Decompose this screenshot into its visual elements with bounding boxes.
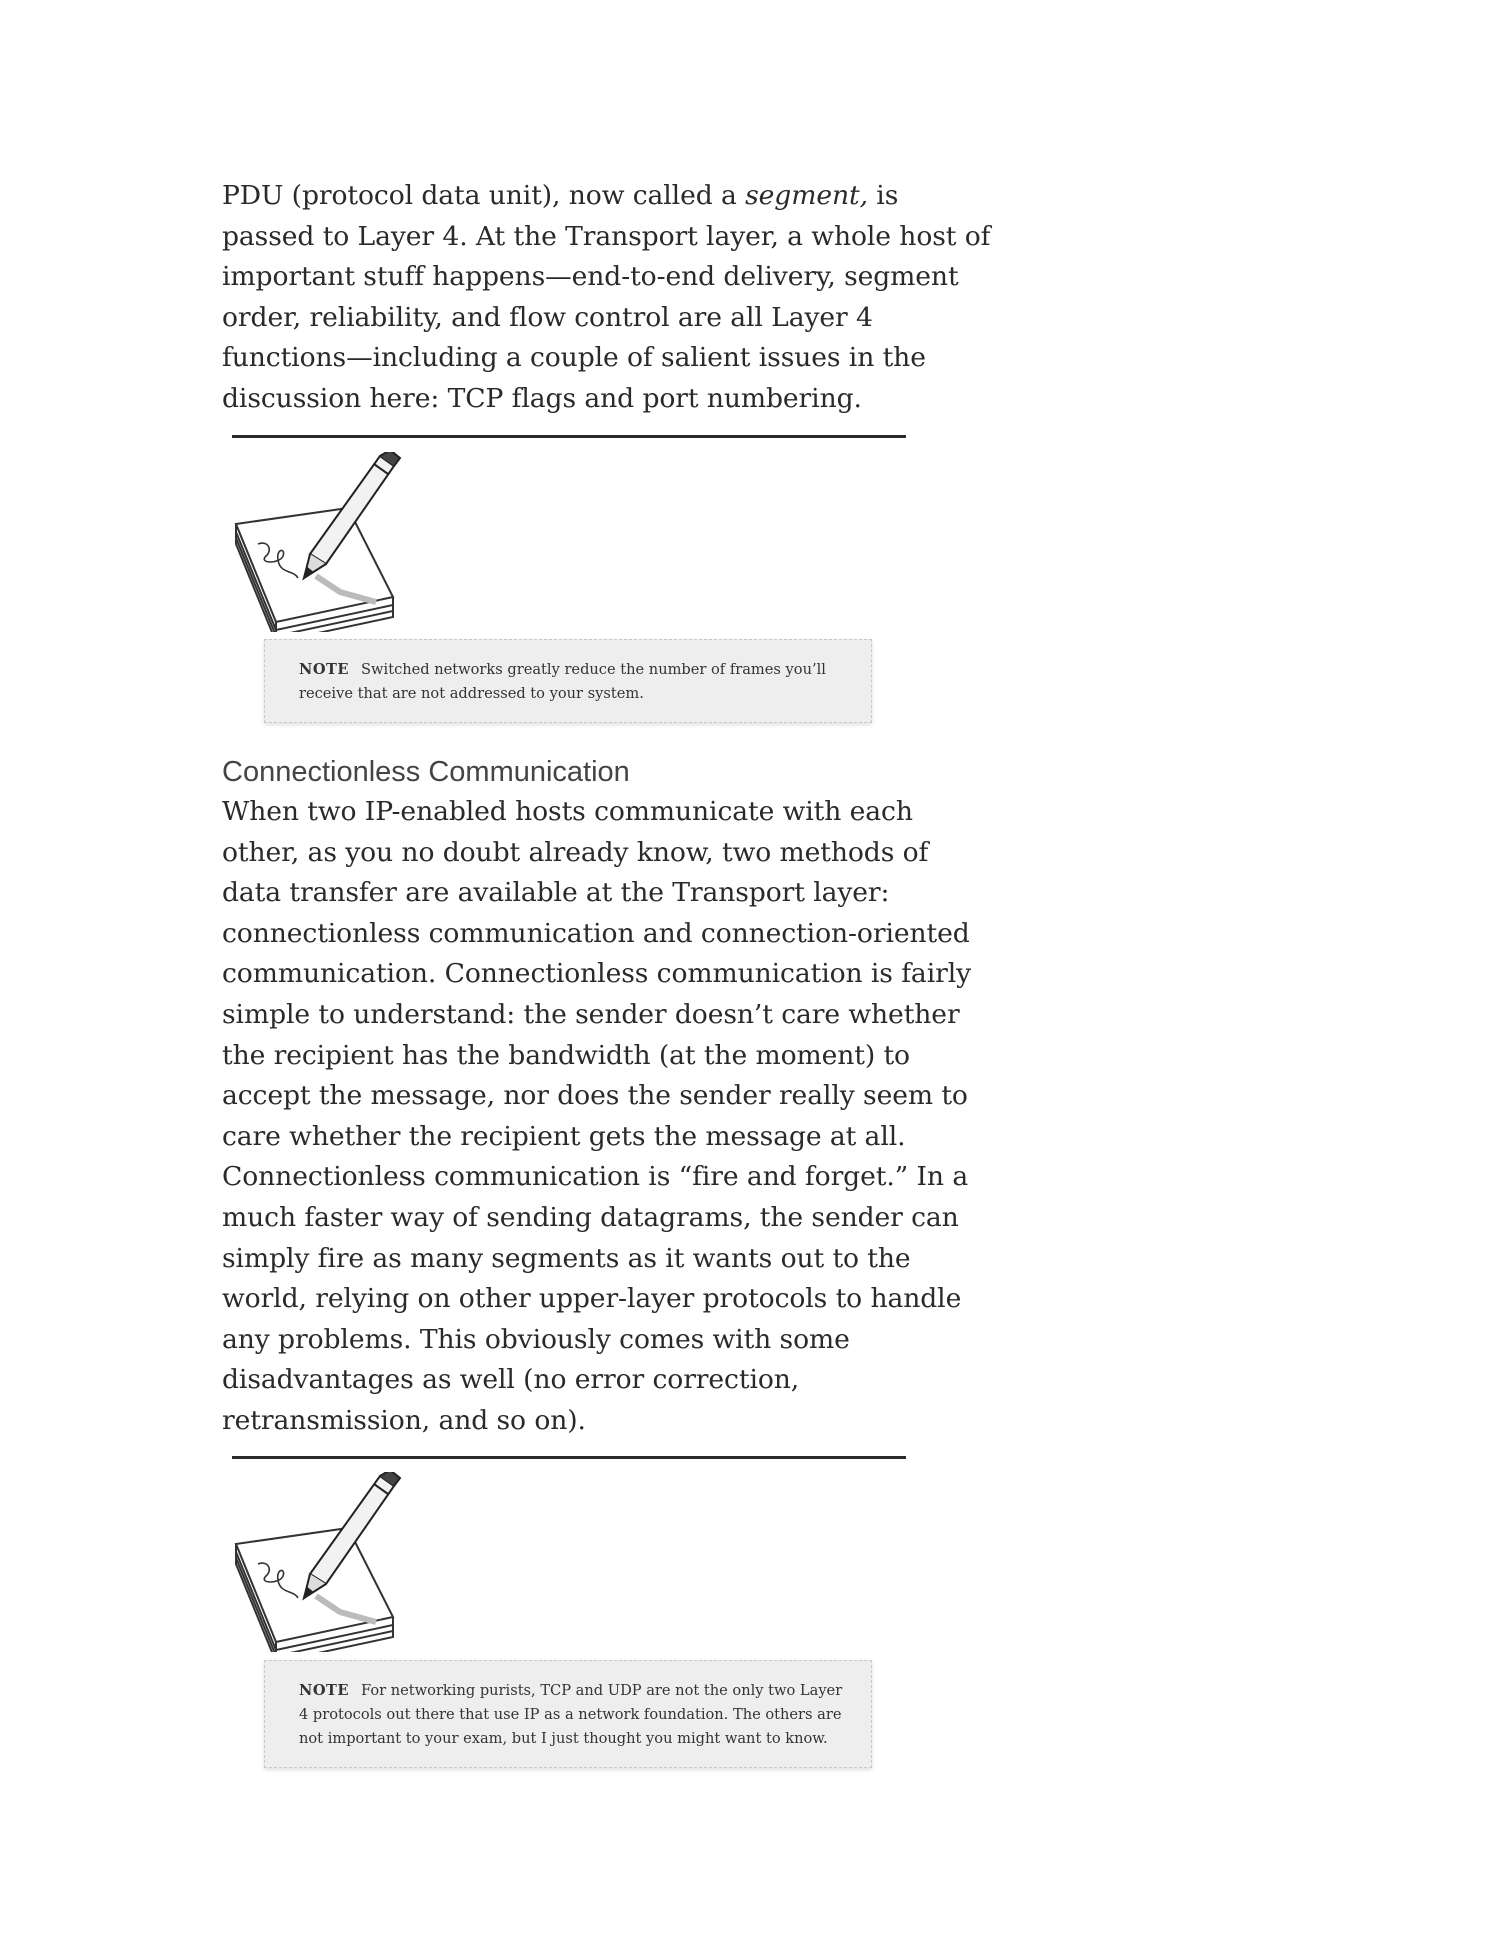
notepad-pencil-icon xyxy=(228,452,428,632)
body-line: data transfer are available at the Transport layer: xyxy=(222,877,890,909)
body-line: retransmission, and so on). xyxy=(222,1404,586,1436)
body-line: simple to understand: the sender doesn’t care whether xyxy=(222,998,960,1030)
body-line: world, relying on other upper-layer protocols to handle xyxy=(222,1283,962,1315)
note-label: NOTE xyxy=(299,1682,350,1699)
note-line: not important to your exam, but I just thought you might want to know. xyxy=(299,1730,828,1747)
body-line: any problems. This obviously comes with some xyxy=(222,1323,850,1355)
note-callout xyxy=(264,639,872,723)
note-divider xyxy=(232,1456,906,1459)
intro-line-text: PDU (protocol data unit), now called a xyxy=(222,180,746,211)
italic-term: segment, xyxy=(745,180,868,211)
body-line: accept the message, nor does the sender really seem to xyxy=(222,1080,968,1112)
note-text: Switched networks greatly reduce the number of frames you’ll xyxy=(361,661,826,678)
intro-line: passed to Layer 4. At the Transport layer, a whole host of xyxy=(222,220,991,252)
notepad-pencil-icon xyxy=(228,1472,428,1652)
note-line xyxy=(299,1679,841,1703)
intro-line-tail: is xyxy=(867,180,899,211)
section-heading: Connectionless Communication xyxy=(222,756,630,788)
body-line: much faster way of sending datagrams, the sender can xyxy=(222,1201,959,1233)
body-line: simply fire as many segments as it wants out to the xyxy=(222,1242,911,1274)
note-line: 4 protocols out there that use IP as a network foundation. The others are xyxy=(299,1706,842,1723)
note-divider xyxy=(232,435,906,438)
section-paragraph xyxy=(222,792,972,1442)
body-line: communication. Connectionless communication is fairly xyxy=(222,958,972,990)
body-line: When two IP-enabled hosts communicate with each xyxy=(222,796,913,827)
intro-paragraph xyxy=(222,176,991,420)
note-line xyxy=(299,658,841,682)
note-label: NOTE xyxy=(299,661,350,678)
intro-line: discussion here: TCP flags and port numbering. xyxy=(222,382,862,414)
body-line: care whether the recipient gets the message at all. xyxy=(222,1120,906,1152)
body-line: connectionless communication and connection-oriented xyxy=(222,917,970,949)
intro-line: order, reliability, and flow control are all Layer 4 xyxy=(222,301,873,333)
body-line: other, as you no doubt already know, two methods of xyxy=(222,836,929,868)
body-line: disadvantages as well (no error correction, xyxy=(222,1364,800,1396)
note-line: receive that are not addressed to your system. xyxy=(299,685,644,702)
intro-line: important stuff happens—end-to-end delivery, segment xyxy=(222,261,959,293)
intro-line: functions—including a couple of salient issues in the xyxy=(222,342,926,374)
note-callout xyxy=(264,1660,872,1768)
note-text: For networking purists, TCP and UDP are not the only two Layer xyxy=(361,1682,843,1699)
intro-line xyxy=(222,176,932,217)
body-line: Connectionless communication is “fire and forget.” In a xyxy=(222,1161,969,1193)
body-line: the recipient has the bandwidth (at the moment) to xyxy=(222,1039,910,1071)
